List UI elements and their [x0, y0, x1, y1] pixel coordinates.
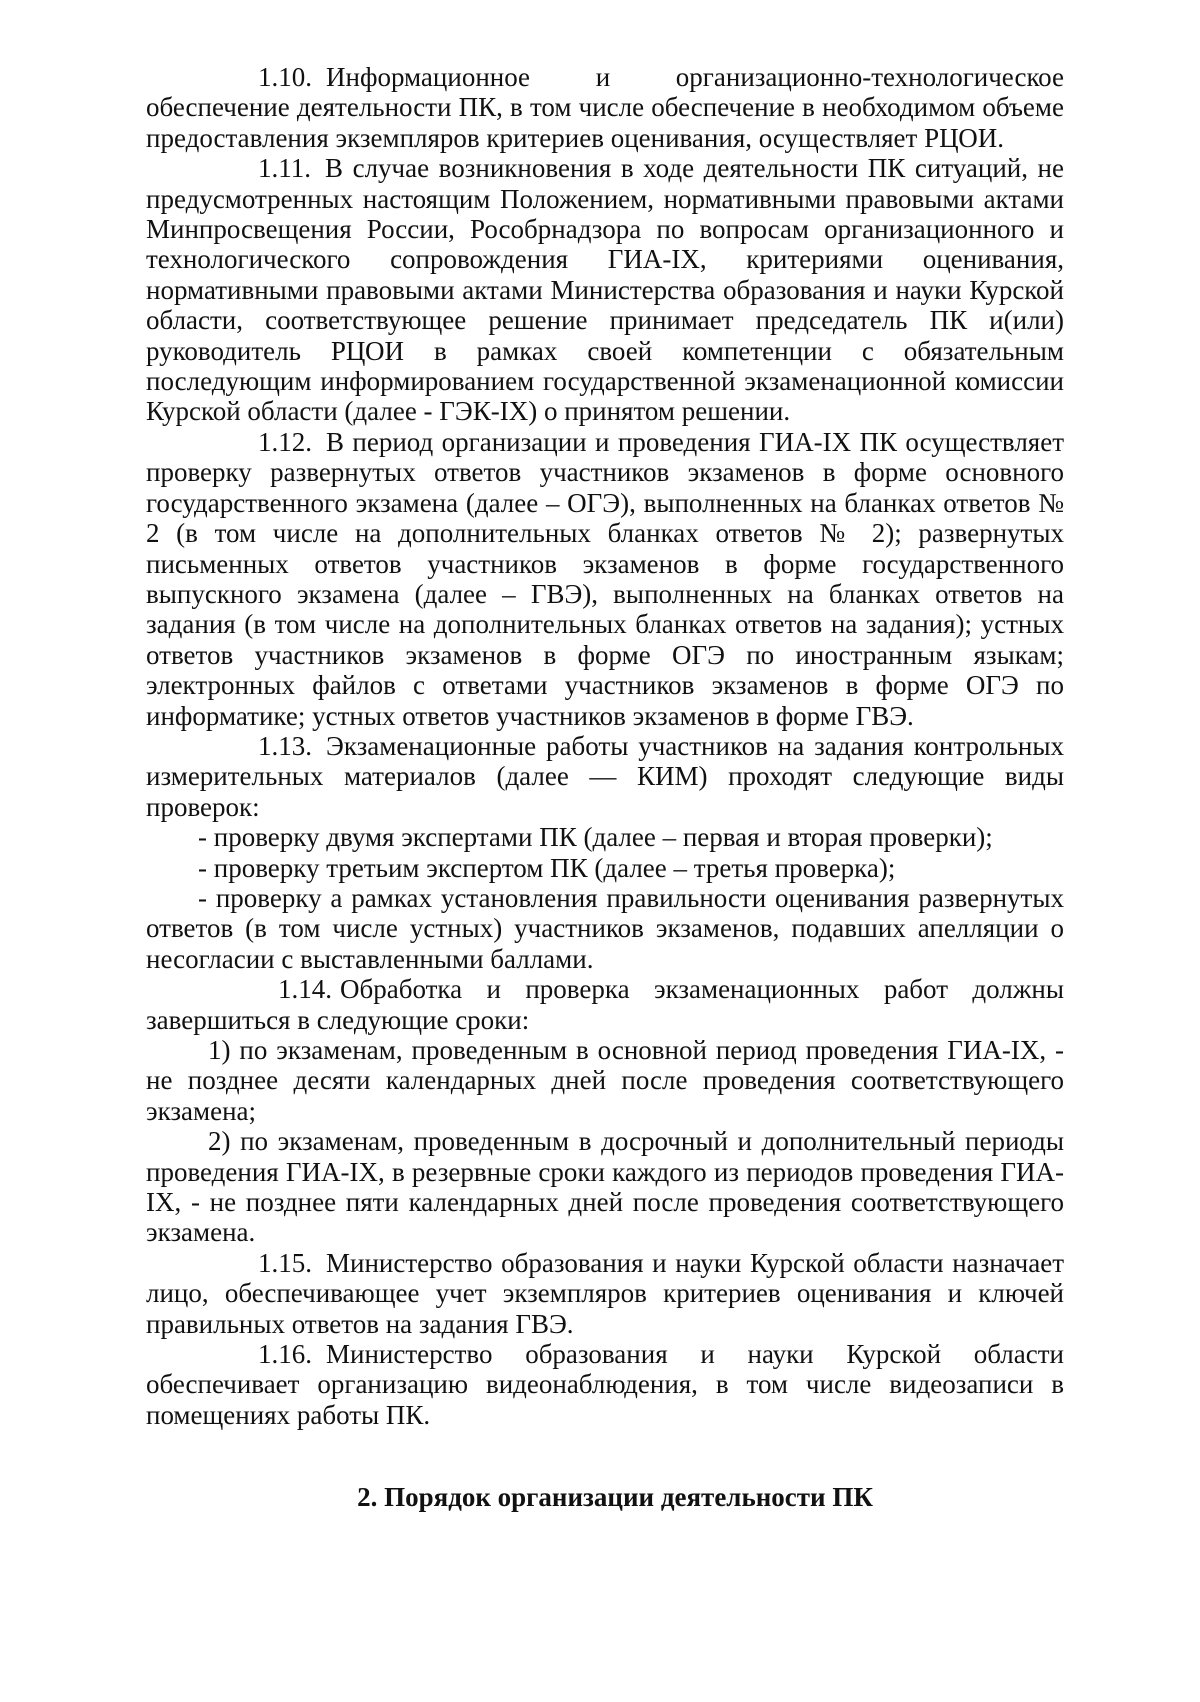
paragraph-1-10 [146, 62, 1064, 153]
paragraph-1-15 [146, 1248, 1064, 1339]
paragraph-text: Экзаменационные работы участников на задания контрольных измерительных материалов (далее — КИМ) проходят следующие виды проверок: [146, 730, 1064, 822]
paragraph-text: Обработка и проверка экзаменационных работ должны завершиться в следующие сроки: [146, 974, 1064, 1035]
check-item-first-second: - проверку двумя экспертами ПК (далее – первая и вторая проверки); [198, 822, 993, 853]
paragraph-number: 1.12. [258, 426, 312, 457]
paragraph-number: 1.13. [258, 730, 312, 761]
deadline-item-1: 1) по экзаменам, проведенным в основной период проведения ГИА-IX, - не позднее десяти календарных дней после проведения соответствующего экзамена; [146, 1035, 1064, 1126]
paragraph-number: 1.14. [278, 974, 332, 1005]
paragraph-1-16 [146, 1339, 1064, 1430]
deadline-item-2: 2) по экзаменам, проведенным в досрочный и дополнительный периоды проведения ГИА-IX, в резервные сроки каждого из периодов проведения ГИА-IX, - не позднее пяти календарных дней после проведения соответствующего экзамена. [146, 1126, 1064, 1248]
paragraph-number: 1.15. [258, 1247, 312, 1278]
paragraph-text: В случае возникновения в ходе деятельности ПК ситуаций, не предусмотренных настоящим Положением, нормативными правовыми актами Минпросвещения России, Рособрнадзора по вопросам организационного и технологического сопровождения ГИА-IX, критериями оценивания, нормативными правовыми актами Министерства образования и науки Курской области, соответствующее решение принимает председатель ПК и(или) руководитель РЦОИ в рамках своей компетенции с обязательным последующим информированием государственной экзаменационной комиссии Курской области (далее - ГЭК-IX) о принятом решении. [146, 153, 1064, 427]
paragraph-number: 1.11. [258, 153, 311, 184]
paragraph-text: Информационное и организационно-технологическое обеспечение деятельности ПК, в том числе обеспечение в необходимом объеме предоставления экземпляров критериев оценивания, осуществляет РЦОИ. [146, 62, 1064, 153]
paragraph-text: Министерство образования и науки Курской области назначает лицо, обеспечивающее учет экземпляров критериев оценивания и ключей правильных ответов на задания ГВЭ. [146, 1247, 1064, 1339]
paragraph-text: В период организации и проведения ГИА-IX ПК осуществляет проверку развернутых ответов участников экзаменов в форме основного государственного экзамена (далее – ОГЭ), выполненных на бланках ответов № 2 (в том числе на дополнительных бланках ответов № 2); развернутых письменных ответов участников экзаменов в форме государственного выпускного экзамена (далее – ГВЭ), выполненных на бланках ответов на задания (в том числе на дополнительных бланках ответов на задания); устных ответов участников экзаменов в форме ОГЭ по иностранным языкам; электронных файлов с ответами участников экзаменов в форме ОГЭ по информатике; устных ответов участников экзаменов в форме ГВЭ. [146, 426, 1064, 731]
check-item-third: - проверку третьим экспертом ПК (далее – третья проверка); [198, 852, 896, 883]
paragraph-text: Министерство образования и науки Курской области обеспечивает организацию видеонаблюдения, в том числе видеозаписи в помещениях работы ПК. [146, 1339, 1064, 1430]
check-item-appeal: - проверку а рамках установления правильности оценивания развернутых ответов (в том числе устных) участников экзаменов, подавших апелляции о несогласии с выставленными баллами. [146, 882, 1064, 974]
paragraph-1-14 [146, 974, 1064, 1035]
paragraph-number: 1.16. [258, 1339, 312, 1370]
paragraph-1-11 [146, 153, 1064, 427]
section-heading: 2. Порядок организации деятельности ПК [357, 1482, 873, 1513]
paragraph-1-13 [146, 731, 1064, 822]
paragraph-1-12 [146, 427, 1064, 731]
paragraph-number: 1.10. [258, 62, 312, 92]
document-page [146, 62, 1064, 1513]
